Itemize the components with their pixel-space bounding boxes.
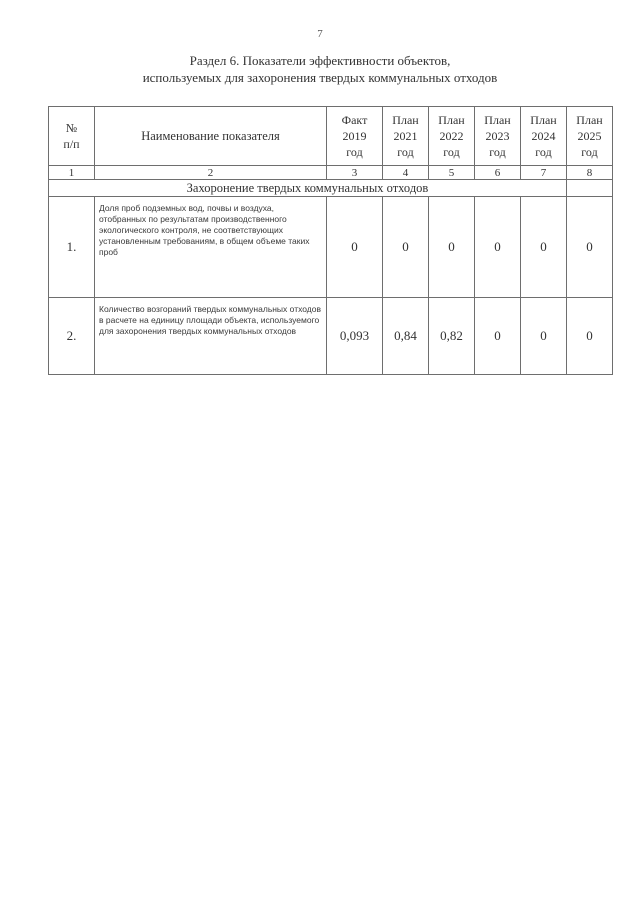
title-line-1: Раздел 6. Показатели эффективности объектов, (189, 53, 451, 68)
column-number: 1 (49, 166, 95, 180)
indicator-name: Доля проб подземных вод, почвы и воздуха, отобранных по результатам производственного экологического контроля, не соответствующих установленным требованиям, в общем объеме таких проб (95, 197, 327, 298)
header-cell-plan-2022 (429, 107, 475, 166)
header-text: год (581, 145, 598, 159)
header-text: год (346, 145, 363, 159)
column-number: 4 (383, 166, 429, 180)
value-cell: 0 (475, 197, 521, 298)
section-empty-cell (567, 180, 613, 197)
header-text: План (438, 113, 465, 127)
value-cell: 0,84 (383, 298, 429, 375)
header-cell-plan-2025 (567, 107, 613, 166)
value-cell: 0,093 (327, 298, 383, 375)
value-cell: 0 (521, 197, 567, 298)
header-text: год (489, 145, 506, 159)
value-cell: 0 (327, 197, 383, 298)
value-cell: 0 (567, 197, 613, 298)
header-text: год (443, 145, 460, 159)
column-number: 5 (429, 166, 475, 180)
value-cell: 0 (567, 298, 613, 375)
column-number: 8 (567, 166, 613, 180)
header-text: Наименование показателя (141, 129, 280, 143)
header-cell-name (95, 107, 327, 166)
indicator-name: Количество возгораний твердых коммунальных отходов в расчете на единицу площади объекта, используемого для захоронения твердых коммунальных отходов (95, 298, 327, 375)
header-text: План (530, 113, 557, 127)
header-text: год (535, 145, 552, 159)
header-text: 2019 (342, 129, 367, 143)
value-cell: 0,82 (429, 298, 475, 375)
header-text: 2022 (439, 129, 464, 143)
header-text: План (484, 113, 511, 127)
column-number: 7 (521, 166, 567, 180)
header-text: 2024 (531, 129, 556, 143)
indicators-table (48, 106, 613, 375)
column-number: 2 (95, 166, 327, 180)
header-text: год (397, 145, 414, 159)
header-text: План (392, 113, 419, 127)
table-row (49, 197, 613, 298)
column-number: 3 (327, 166, 383, 180)
header-text: 2023 (485, 129, 510, 143)
header-cell-number (49, 107, 95, 166)
section-title (0, 52, 640, 86)
header-cell-plan-2023 (475, 107, 521, 166)
page-number: 7 (317, 28, 323, 40)
header-cell-plan-2024 (521, 107, 567, 166)
row-number: 1. (49, 197, 95, 298)
title-line-2: используемых для захоронения твердых коммунальных отходов (142, 70, 498, 85)
value-cell: 0 (521, 298, 567, 375)
section-heading: Захоронение твердых коммунальных отходов (49, 180, 567, 197)
column-number-row (49, 166, 613, 180)
value-cell: 0 (475, 298, 521, 375)
header-row (49, 107, 613, 166)
header-cell-fact-2019 (327, 107, 383, 166)
value-cell: 0 (429, 197, 475, 298)
header-text: п/п (63, 137, 80, 151)
header-text: План (576, 113, 603, 127)
column-number: 6 (475, 166, 521, 180)
section-row (49, 180, 613, 197)
table-row (49, 298, 613, 375)
value-cell: 0 (383, 197, 429, 298)
header-text: № (65, 121, 78, 135)
header-text: Факт (341, 113, 368, 127)
header-text: 2021 (393, 129, 418, 143)
header-text: 2025 (577, 129, 602, 143)
header-cell-plan-2021 (383, 107, 429, 166)
row-number: 2. (49, 298, 95, 375)
